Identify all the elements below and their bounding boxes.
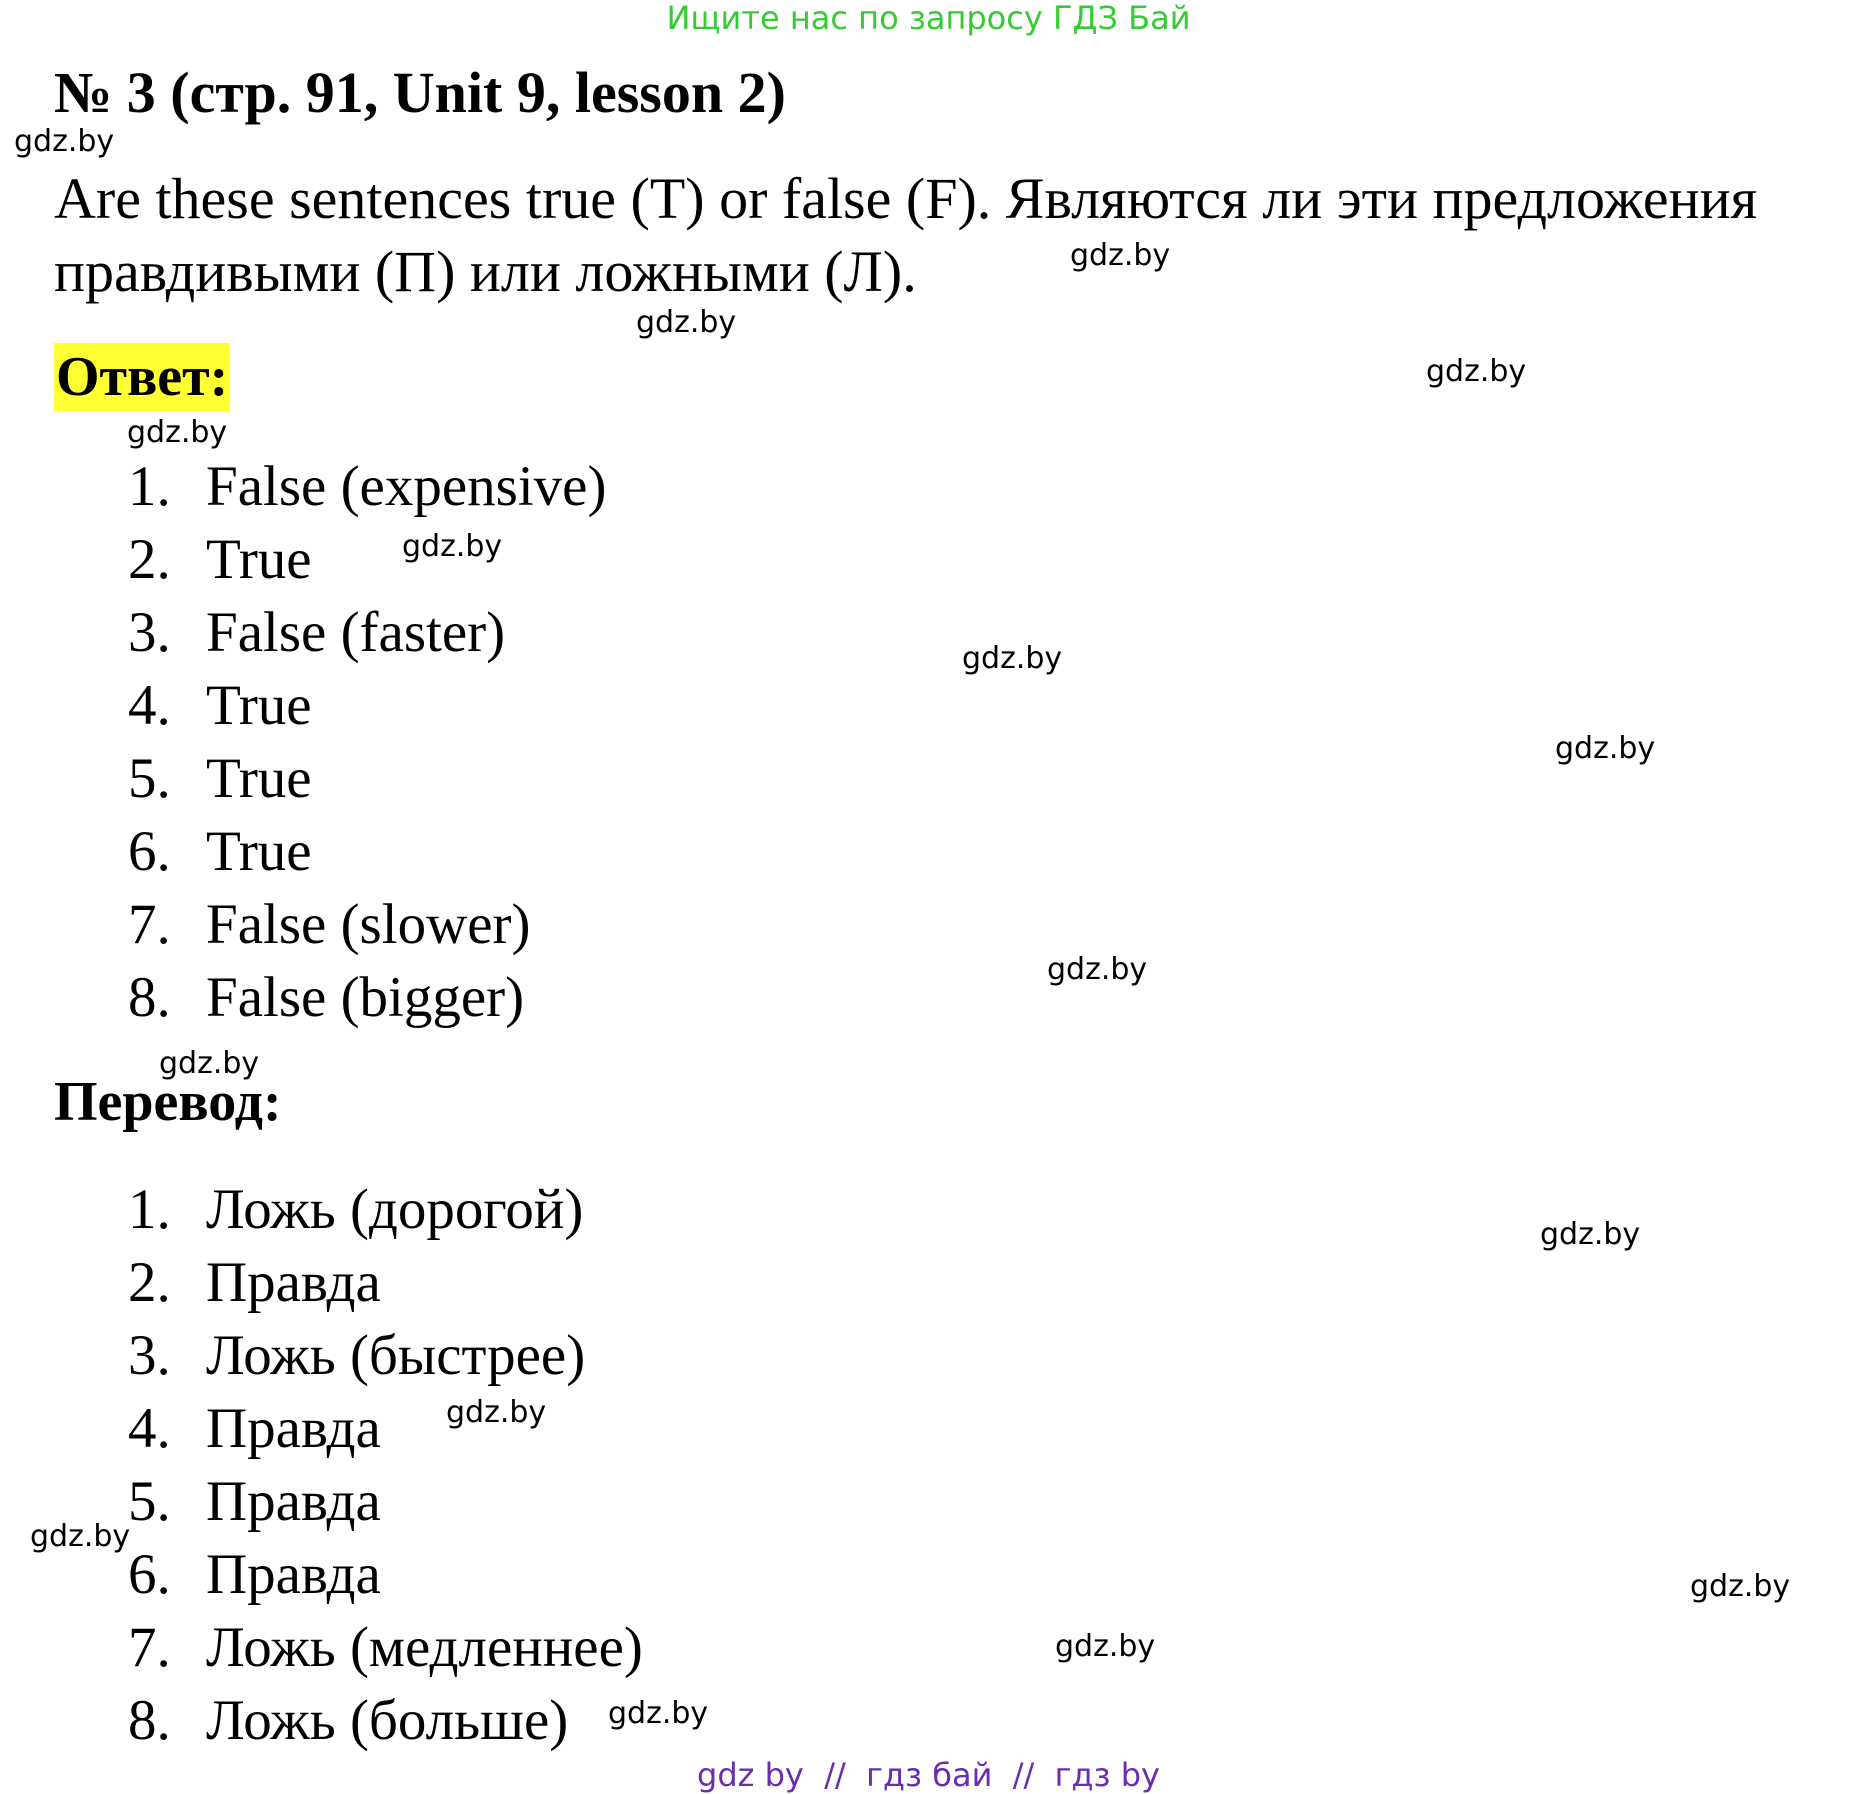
list-item — [128, 1392, 643, 1465]
list-item — [128, 669, 606, 742]
item-text: Ложь (медленнее) — [206, 1616, 643, 1679]
item-text: True — [206, 820, 312, 883]
item-number: 4. — [128, 1397, 171, 1460]
item-text: Ложь (дорогой) — [206, 1178, 584, 1241]
list-item — [128, 1684, 643, 1757]
item-text: Ложь (больше) — [206, 1689, 569, 1752]
watermark: gdz.by — [30, 1519, 131, 1554]
item-number: 4. — [128, 674, 171, 737]
list-item — [128, 523, 606, 596]
item-number: 5. — [128, 1470, 171, 1533]
list-item — [128, 1319, 643, 1392]
item-number: 7. — [128, 893, 171, 956]
item-text: Ложь (быстрее) — [206, 1324, 586, 1387]
watermark: gdz.by — [636, 305, 737, 340]
task-line-2: правдивыми (П) или ложными (Л). — [54, 239, 917, 304]
watermark: gdz.by — [159, 1046, 260, 1081]
list-item — [128, 961, 606, 1034]
item-number: 6. — [128, 820, 171, 883]
item-text: True — [206, 747, 312, 810]
list-item — [128, 1173, 643, 1246]
watermark: gdz.by — [1047, 952, 1148, 987]
watermark: gdz.by — [1690, 1569, 1791, 1604]
task-text — [54, 162, 1834, 308]
list-item — [128, 596, 606, 669]
item-text: Правда — [206, 1251, 381, 1314]
item-text: True — [206, 674, 312, 737]
translations-list — [128, 1173, 643, 1757]
list-item — [128, 1465, 643, 1538]
watermark: gdz.by — [1055, 1629, 1156, 1664]
item-number: 3. — [128, 601, 171, 664]
list-item — [128, 742, 606, 815]
footer-links: gdz by // гдз бай // гдз by — [697, 1756, 1160, 1794]
item-number: 2. — [128, 528, 171, 591]
watermark: gdz.by — [962, 641, 1063, 676]
item-number: 7. — [128, 1616, 171, 1679]
watermark: gdz.by — [1070, 238, 1171, 273]
item-text: False (slower) — [206, 893, 531, 956]
list-item — [128, 888, 606, 961]
item-number: 1. — [128, 1178, 171, 1241]
watermark: gdz.by — [1540, 1217, 1641, 1252]
watermark: gdz.by — [608, 1696, 709, 1731]
watermark: gdz.by — [1555, 731, 1656, 766]
list-item — [128, 815, 606, 888]
item-text: Правда — [206, 1470, 381, 1533]
watermark: gdz.by — [402, 529, 503, 564]
task-line-1: Are these sentences true (T) or false (F). Являются ли эти предложения — [54, 166, 1758, 231]
list-item — [128, 1538, 643, 1611]
item-number: 3. — [128, 1324, 171, 1387]
watermark: gdz.by — [14, 124, 115, 159]
item-number: 8. — [128, 966, 171, 1029]
page-title: № 3 (стр. 91, Unit 9, lesson 2) — [54, 60, 786, 125]
item-text: False (expensive) — [206, 455, 607, 518]
item-text: Правда — [206, 1543, 381, 1606]
item-text: False (bigger) — [206, 966, 525, 1029]
list-item — [128, 1611, 643, 1684]
watermark: gdz.by — [1426, 354, 1527, 389]
item-number: 1. — [128, 455, 171, 518]
answers-list — [128, 450, 606, 1034]
top-banner: Ищите нас по запросу ГДЗ Бай — [666, 0, 1191, 37]
item-text: Правда — [206, 1397, 381, 1460]
item-text: True — [206, 528, 312, 591]
watermark: gdz.by — [446, 1395, 547, 1430]
list-item — [128, 450, 606, 523]
translation-heading: Перевод: — [54, 1071, 282, 1133]
answer-heading: Ответ: — [54, 343, 230, 411]
item-number: 6. — [128, 1543, 171, 1606]
item-text: False (faster) — [206, 601, 506, 664]
item-number: 5. — [128, 747, 171, 810]
watermark: gdz.by — [127, 415, 228, 450]
item-number: 8. — [128, 1689, 171, 1752]
list-item — [128, 1246, 643, 1319]
item-number: 2. — [128, 1251, 171, 1314]
